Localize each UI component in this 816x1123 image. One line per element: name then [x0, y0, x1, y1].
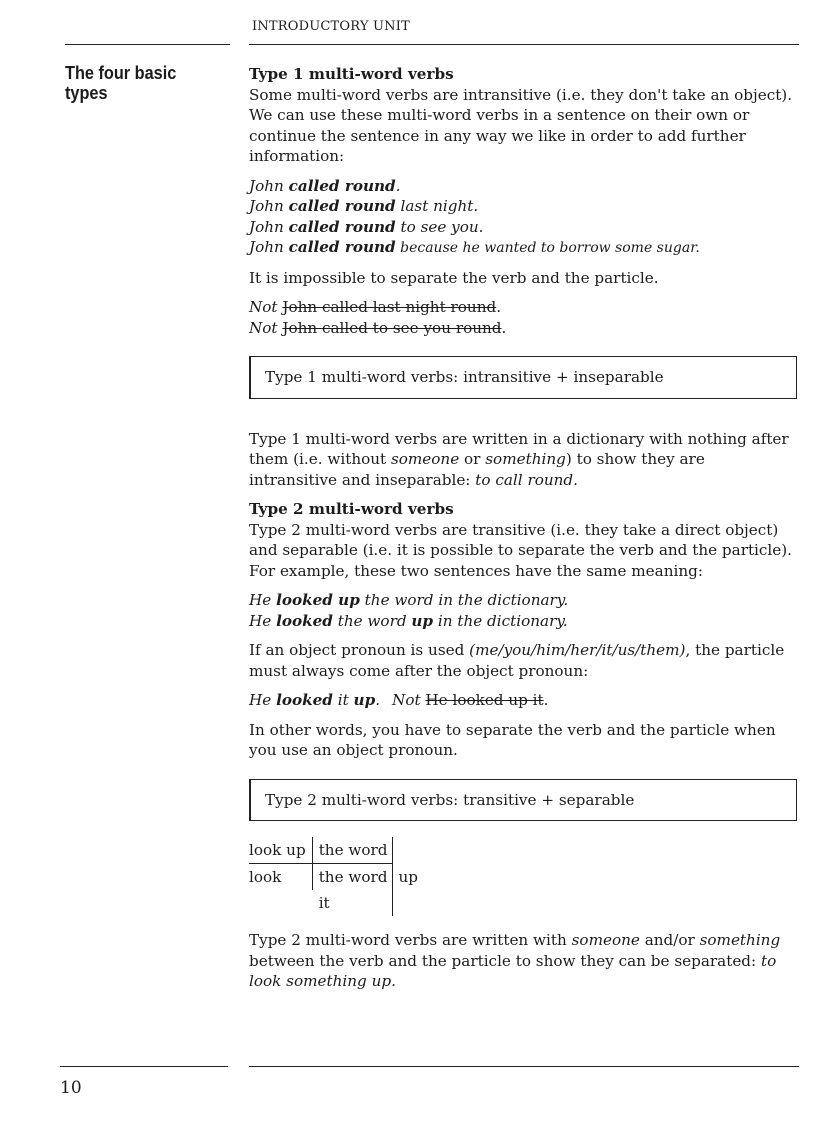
not-example: Not John called last night round. — [249, 298, 502, 316]
type1-impossible: It is impossible to separate the verb and the particle. — [249, 268, 659, 287]
type2-summary-box: Type 2 multi-word verbs: transitive + separable — [249, 779, 797, 822]
footer-rule-right — [249, 1066, 799, 1067]
example-line: John called round last night. — [249, 197, 479, 215]
type2-dictionary-note: Type 2 multi-word verbs are written with someone and/or something between the verb and the particle to show they can be separated: to look something up. — [249, 931, 781, 990]
separation-table — [249, 837, 422, 916]
type2-examples — [249, 590, 797, 631]
example-line: John called round. — [249, 176, 401, 195]
not-example: Not John called to see you round. — [249, 318, 507, 337]
header-rule-left — [65, 44, 230, 45]
table-row — [249, 864, 422, 891]
table-row — [249, 837, 422, 864]
pronoun-example: He looked it up. Not He looked up it. — [249, 691, 549, 709]
table-row — [249, 890, 422, 916]
example-line: He looked up the word in the dictionary. — [249, 591, 569, 609]
type1-summary-box: Type 1 multi-word verbs: intransitive + inseparable — [249, 356, 797, 399]
example-line: He looked the word up in the dictionary. — [249, 611, 568, 630]
pronoun-rule: If an object pronoun is used (me/you/him/her/it/us/them), the particle must always come after the object pronoun: — [249, 641, 785, 680]
table-cell: look — [249, 864, 312, 891]
table-cell: it — [312, 890, 392, 916]
type1-heading: Type 1 multi-word verbs — [249, 65, 454, 83]
running-header: INTRODUCTORY UNIT — [252, 19, 410, 34]
table-cell — [249, 890, 312, 916]
header-rule-right — [249, 44, 799, 45]
table-cell: the word — [312, 837, 392, 864]
table-cell — [392, 890, 422, 916]
table-cell — [392, 837, 422, 864]
type1-dictionary-note: Type 1 multi-word verbs are written in a dictionary with nothing after them (i.e. without someone or something) to show they are intransitive and inseparable: to call round. — [249, 429, 789, 489]
table-cell: up — [398, 867, 419, 886]
main-column — [249, 64, 797, 992]
type1-intro: Some multi-word verbs are intransitive (i.e. they don't take an object). We can use these multi-word verbs in a sentence on their own or continue the sentence in any way we like in order to add further information: — [249, 85, 793, 165]
type2-intro: Type 2 multi-word verbs are transitive (i.e. they take a direct object) and separable (i.e. it is possible to separate the verb and the particle). For example, these two sentences have the same meaning: — [249, 520, 793, 580]
side-title: The four basic types — [65, 62, 177, 103]
page-number: 10 — [60, 1078, 82, 1098]
example-line: John called round to see you. — [249, 217, 484, 236]
type2-heading: Type 2 multi-word verbs — [249, 500, 454, 518]
table-cell: the word — [312, 864, 392, 891]
footer-rule-left — [60, 1066, 228, 1067]
example-line: John called round because he wanted to borrow some sugar. — [249, 238, 700, 256]
other-words-note: In other words, you have to separate the verb and the particle when you use an object pronoun. — [249, 720, 776, 759]
type1-examples — [249, 176, 797, 259]
table-cell: look up — [249, 837, 312, 864]
type1-not-examples — [249, 297, 797, 338]
